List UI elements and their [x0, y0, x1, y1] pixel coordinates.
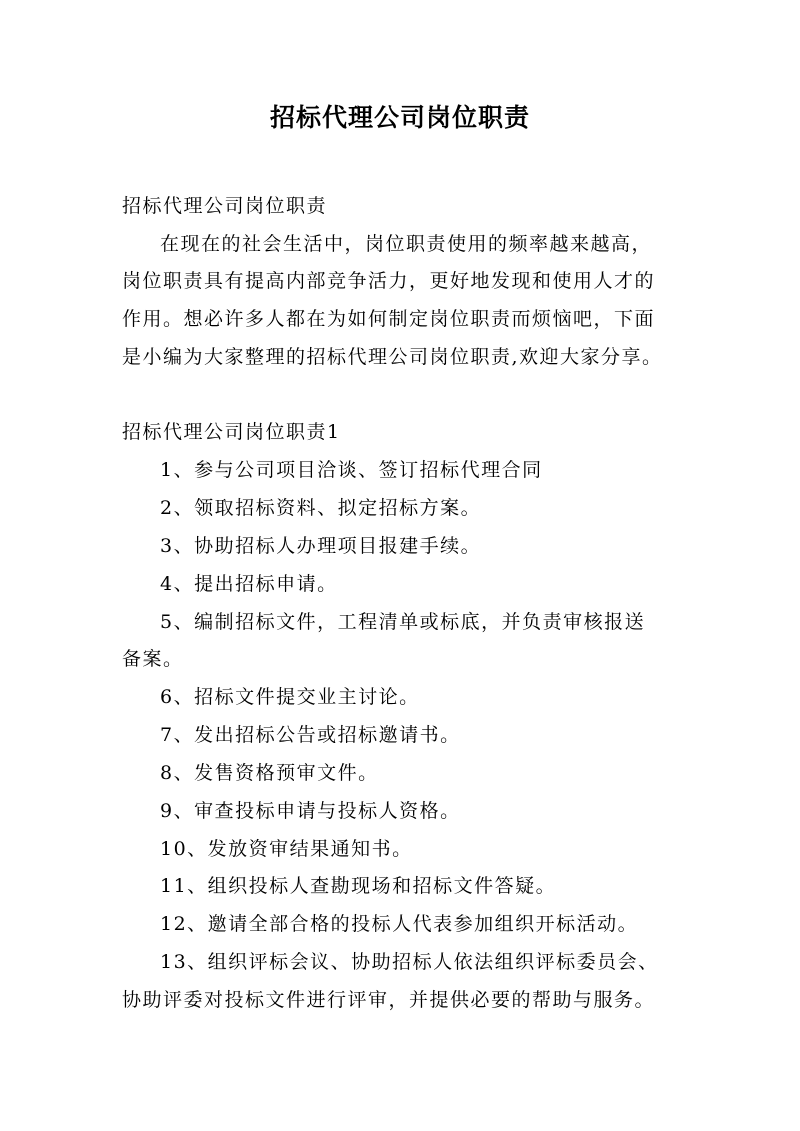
intro-line: 作用。想必许多人都在为如何制定岗位职责而烦恼吧，下面: [122, 308, 656, 330]
document-title: 招标代理公司岗位职责: [269, 103, 530, 132]
list-item: 3、协助招标人办理项目报建手续。: [160, 535, 482, 557]
list-item: 10、发放资审结果通知书。: [160, 838, 413, 860]
list-item: 6、招标文件提交业主讨论。: [160, 686, 420, 708]
list-item: 12、邀请全部合格的投标人代表参加组织开标活动。: [160, 913, 639, 935]
list-item: 1、参与公司项目洽谈、签订招标代理合同: [160, 459, 543, 481]
list-item: 2、领取招标资料、拟定招标方案。: [160, 497, 482, 519]
document-subtitle: 招标代理公司岗位职责: [122, 195, 328, 217]
list-item-continuation: 协助评委对投标文件进行评审，并提供必要的帮助与服务。: [122, 989, 656, 1011]
intro-line: 在现在的社会生活中，岗位职责使用的频率越来越高，: [160, 233, 653, 255]
list-item: 11、组织投标人查勘现场和招标文件答疑。: [160, 875, 557, 897]
list-item: 9、审查投标申请与投标人资格。: [160, 800, 461, 822]
intro-line: 是小编为大家整理的招标代理公司岗位职责,欢迎大家分享。: [122, 346, 663, 368]
list-item: 8、发售资格预审文件。: [160, 762, 379, 784]
section-heading: 招标代理公司岗位职责1: [122, 421, 341, 443]
list-item: 13、组织评标会议、协助招标人依法组织评标委员会、: [160, 951, 659, 973]
list-item: 7、发出招标公告或招标邀请书。: [160, 724, 461, 746]
list-item: 4、提出招标申请。: [160, 573, 338, 595]
list-item-continuation: 备案。: [122, 648, 184, 670]
list-item: 5、编制招标文件，工程清单或标底，并负责审核报送: [160, 611, 646, 633]
intro-line: 岗位职责具有提高内部竞争活力，更好地发现和使用人才的: [122, 270, 656, 292]
